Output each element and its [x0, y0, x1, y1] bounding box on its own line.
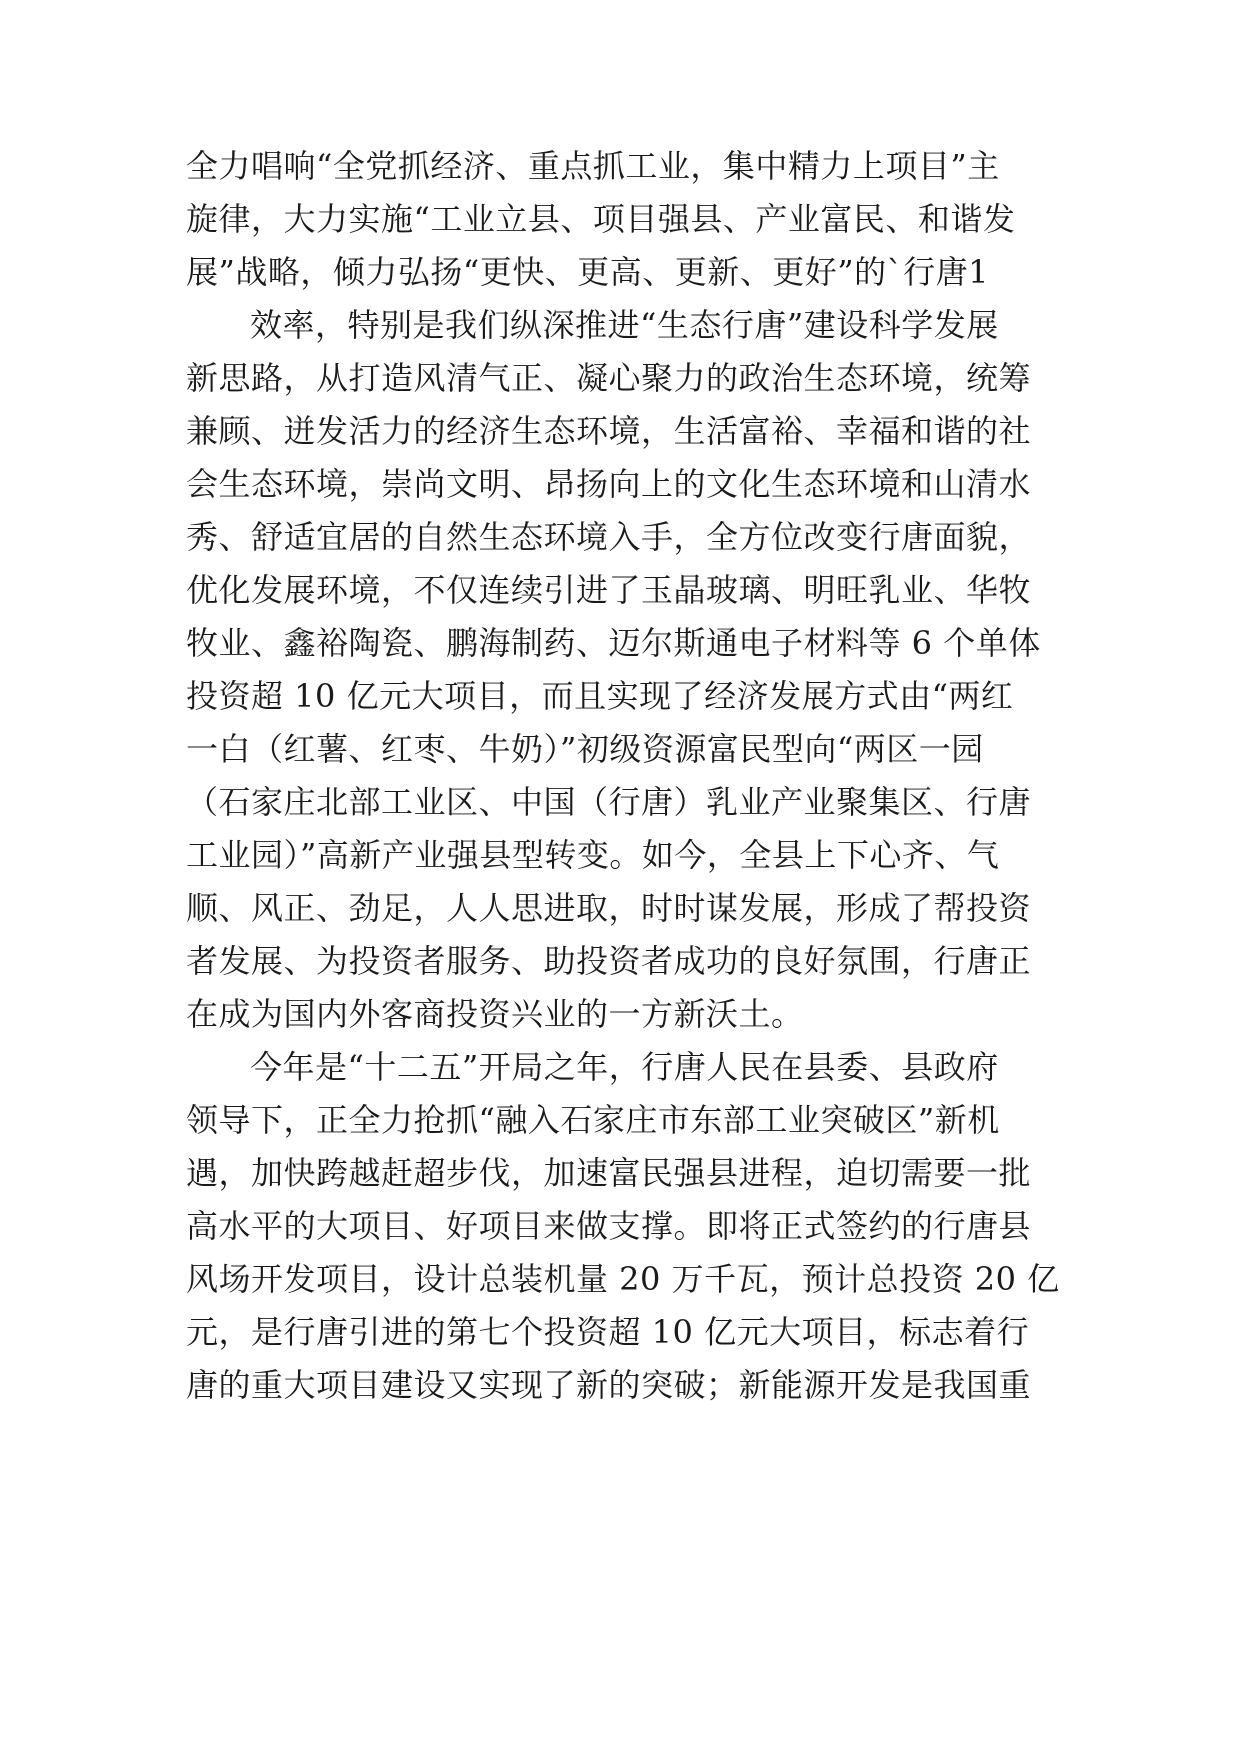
- text-line: 牧业、鑫裕陶瓷、鹏海制药、迈尔斯通电子材料等 6 个单体: [186, 624, 1041, 662]
- text-line: 优化发展环境，不仅连续引进了玉晶玻璃、明旺乳业、华牧: [186, 571, 1032, 609]
- text-line: 会生态环境，崇尚文明、昂扬向上的文化生态环境和山清水: [186, 465, 1032, 503]
- text-line: 风场开发项目，设计总装机量 20 万千瓦，预计总投资 20 亿: [186, 1260, 1060, 1298]
- paragraph-start-line: 今年是“十二五”开局之年，行唐人民在县委、县政府: [250, 1048, 999, 1086]
- text-line: 唐的重大项目建设又实现了新的突破；新能源开发是我国重: [186, 1366, 1032, 1404]
- text-line: 展”战略，倾力弘扬“更快、更高、更新、更好”的`行唐1: [186, 253, 989, 291]
- text-line: 新思路，从打造风清气正、凝心聚力的政治生态环境，统筹: [186, 359, 1032, 397]
- text-line: 投资超 10 亿元大项目，而且实现了经济发展方式由“两红: [186, 677, 1014, 715]
- text-line: 工业园）”高新产业强县型转变。如今，全县上下心齐、气: [186, 836, 1000, 874]
- text-line: 旋律，大力实施“工业立县、项目强县、产业富民、和谐发: [186, 200, 1016, 238]
- paragraph-start-line: 效率，特别是我们纵深推进“生态行唐”建设科学发展: [250, 306, 999, 344]
- text-line: 者发展、为投资者服务、助投资者成功的良好氛围，行唐正: [186, 942, 1032, 980]
- text-line: 秀、舒适宜居的自然生态环境入手，全方位改变行唐面貌，: [186, 518, 1032, 556]
- text-line: 全力唱响“全党抓经济、重点抓工业，集中精力上项目”主: [186, 147, 1000, 185]
- text-line: 元，是行唐引进的第七个投资超 10 亿元大项目，标志着行: [186, 1313, 1030, 1351]
- text-line: 兼顾、迸发活力的经济生态环境，生活富裕、幸福和谐的社: [186, 412, 1032, 450]
- text-line: 在成为国内外客商投资兴业的一方新沃土。: [186, 995, 804, 1033]
- text-line: 领导下，正全力抢抓“融入石家庄市东部工业突破区”新机: [186, 1101, 1000, 1139]
- text-line: 一白（红薯、红枣、牛奶）”初级资源富民型向“两区一园: [186, 730, 984, 768]
- text-line: （石家庄北部工业区、中国（行唐）乳业产业聚集区、行唐: [186, 783, 1032, 821]
- text-line: 遇，加快跨越赶超步伐，加速富民强县进程，迫切需要一批: [186, 1154, 1032, 1192]
- text-line: 顺、风正、劲足，人人思进取，时时谋发展，形成了帮投资: [186, 889, 1032, 927]
- text-line: 高水平的大项目、好项目来做支撑。即将正式签约的行唐县: [186, 1207, 1032, 1245]
